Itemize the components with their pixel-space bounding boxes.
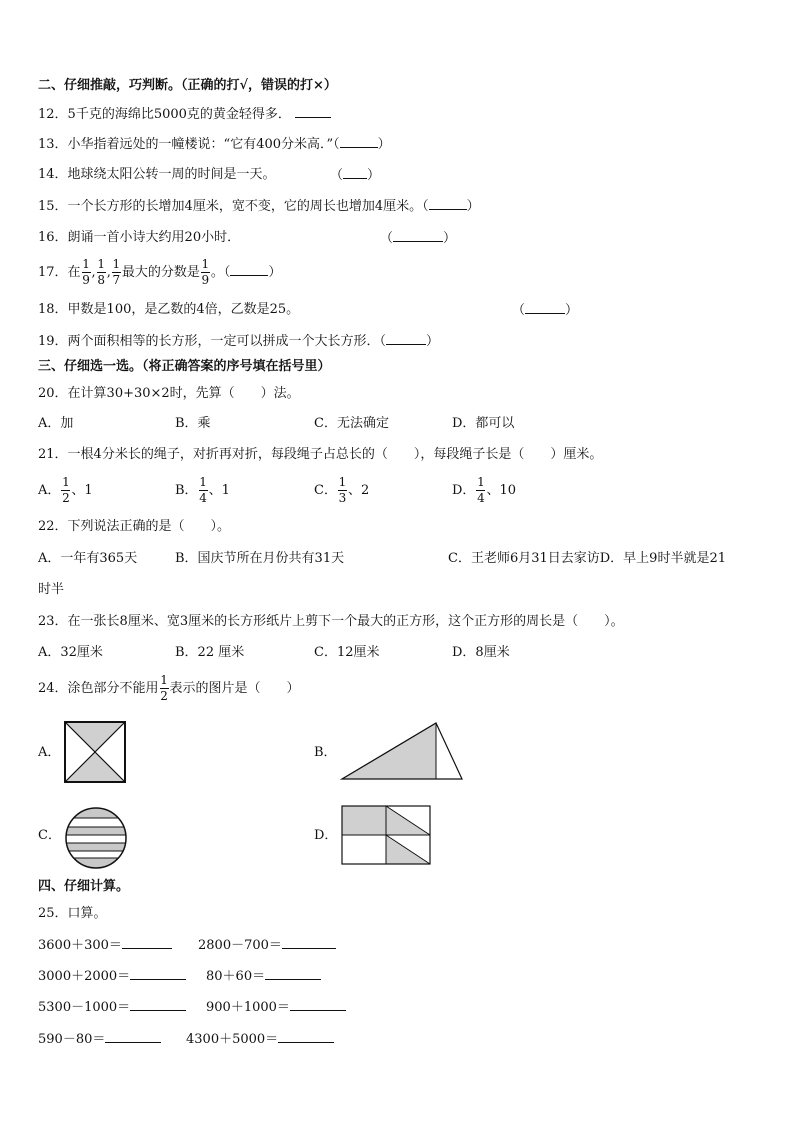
question-17-mid: 最大的分数是 [121,265,200,280]
option-tail: 、2 [347,483,370,498]
question-15-close: ） [466,199,480,214]
question-16-answer [380,229,456,248]
fraction-numerator: 1 [199,475,207,489]
q22-option-a[interactable]: A．一年有365天 [38,551,138,566]
calc-item [206,998,346,1017]
calc-expression: 2800－700＝ [198,938,282,953]
fraction-quarter [476,476,485,505]
question-16-text: 16．朗诵一首小诗大约用20小时． [38,230,241,245]
fraction-numerator: 1 [82,257,90,271]
calc-item [38,998,186,1017]
q23-option-d[interactable]: D．8厘米 [452,645,510,660]
question-13 [38,135,391,154]
fraction-one-ninth [82,258,91,287]
calc-item [186,1030,334,1049]
answer-blank-13[interactable] [340,135,378,148]
fraction-numerator: 1 [477,475,485,489]
q24-figure-c-circle[interactable] [64,806,128,870]
calc-expression: 590－80＝ [38,1032,106,1047]
fraction-half [61,476,70,505]
question-18-open: （ [512,303,526,318]
q22-option-d-continued: 时半 [38,582,65,597]
fraction-one-seventh [112,258,121,287]
calc-expression: 3000＋2000＝ [38,969,131,984]
fraction-denominator: 2 [160,689,168,703]
question-19-text: 19．两个面积相等的长方形，一定可以拼成一个大长方形．（ [38,334,387,349]
shaded-triangle-top [65,722,125,752]
separator: , [106,265,111,280]
fraction-numerator: 1 [201,257,210,271]
q21-option-c[interactable] [314,476,369,506]
q24-figure-d-rectangle[interactable] [341,805,431,865]
calc-item [38,1030,161,1049]
question-24-post: 表示的图片是（ ） [169,681,300,696]
fraction-numerator: 1 [338,475,347,489]
fraction-denominator: 4 [477,491,485,505]
calc-expression: 900＋1000＝ [206,1000,290,1015]
q23-option-c[interactable]: C．12厘米 [314,645,380,660]
fraction-third [338,476,347,505]
question-17-pre: 17．在 [38,265,81,280]
fraction-denominator: 7 [112,273,121,287]
calc-answer-blank[interactable] [105,1030,161,1043]
q21-option-b[interactable] [175,476,230,506]
question-18-text: 18．甲数是100，是乙数的4倍，乙数是25。 [38,302,300,317]
question-14 [38,166,276,184]
question-23: 23．在一张长8厘米、宽3厘米的长方形纸片上剪下一个最大的正方形，这个正方形的周长是（ ）。 [38,614,624,629]
question-24 [38,674,300,704]
shaded-band-middle [64,827,128,835]
fraction-denominator: 3 [338,491,347,505]
fraction-one-eighth [97,258,106,287]
calc-answer-blank[interactable] [130,967,186,980]
question-25: 25．口算。 [38,906,107,921]
fraction-denominator: 9 [201,273,210,287]
question-17 [38,258,281,288]
calc-item [38,967,186,986]
question-19 [38,332,439,351]
calc-expression: 4300＋5000＝ [186,1032,279,1047]
q24-figure-a-square[interactable] [64,721,126,783]
fraction-denominator: 4 [199,491,207,505]
question-14-answer [330,166,380,185]
q23-option-b[interactable]: B．22 厘米 [175,645,245,660]
fraction-denominator: 8 [97,273,105,287]
fraction-one-ninth-answer [201,258,210,287]
section-2-heading: 二、仔细推敲，巧判断。（正确的打√，错误的打×） [38,78,337,93]
q24-option-d-label[interactable]: D． [314,828,338,843]
question-13-text: 13．小华指着远处的一幢楼说：“它有400分米高．”（ [38,137,340,152]
option-label: C． [314,483,337,498]
question-16-close: ） [443,231,457,246]
q24-option-c-label[interactable]: C． [38,828,61,843]
question-22: 22．下列说法正确的是（ ）。 [38,519,231,534]
fraction-denominator: 9 [82,273,90,287]
option-tail: 、1 [71,483,93,498]
shaded-cell [342,806,386,835]
calc-answer-blank[interactable] [278,1030,334,1043]
question-15 [38,197,480,216]
option-label: A． [38,483,61,498]
q20-option-a[interactable]: A．加 [38,416,74,431]
section-3-heading: 三、仔细选一选。（将正确答案的序号填在括号里） [38,359,331,374]
question-20: 20．在计算30+30×2时，先算（ ）法。 [38,386,300,401]
fraction-numerator: 1 [112,257,121,271]
q24-figure-b-triangle[interactable] [340,721,464,781]
question-17-close: ） [268,265,282,280]
calc-item [206,967,321,986]
fraction-numerator: 1 [160,673,168,687]
calc-answer-blank[interactable] [265,967,321,980]
answer-blank-17[interactable] [230,263,268,276]
question-16 [38,229,240,247]
section-4-heading: 四、仔细计算。 [38,879,130,894]
calc-item [198,936,336,955]
answer-blank-12[interactable] [295,105,331,118]
question-18 [38,301,299,319]
fraction-numerator: 1 [62,475,70,489]
question-14-open: （ [330,168,344,183]
calc-expression: 5300－1000＝ [38,1000,131,1015]
fraction-denominator: 2 [62,491,70,505]
question-21: 21．一根4分米长的绳子，对折再对折，每段绳子占总长的（ ），每段绳子长是（ ）厘米。 [38,447,603,462]
calc-answer-blank[interactable] [130,998,186,1011]
answer-blank-19[interactable] [386,332,426,345]
option-label: D． [452,483,476,498]
question-18-close: ） [565,303,579,318]
option-tail: 、1 [208,483,230,498]
question-14-text: 14．地球绕太阳公转一周的时间是一天。 [38,167,276,182]
calc-expression: 80＋60＝ [206,969,266,984]
question-12-text: 12．5千克的海绵比5000克的黄金轻得多． [38,107,291,122]
question-13-close: ） [377,137,391,152]
calc-answer-blank[interactable] [122,936,172,949]
answer-blank-14[interactable] [343,166,367,179]
calc-expression: 3600＋300＝ [38,938,122,953]
fraction-numerator: 1 [97,257,105,271]
calc-answer-blank[interactable] [282,936,336,949]
option-label: B． [175,483,198,498]
q21-option-a[interactable] [38,476,93,506]
question-17-post: 。（ [210,265,231,280]
q24-option-a-label[interactable]: A． [38,745,61,760]
question-19-close: ） [426,334,440,349]
answer-blank-15[interactable] [429,197,467,210]
answer-blank-16[interactable] [393,229,443,242]
calc-item [38,936,172,955]
shaded-band-lower [64,843,128,851]
q20-option-d[interactable]: D．都可以 [452,416,515,431]
shaded-triangle-bottom [65,752,125,782]
q22-option-b[interactable]: B．国庆节所在月份共有31天 [175,551,345,566]
question-24-pre: 24．涂色部分不能用 [38,681,159,696]
q22-option-c-d[interactable]: C．王老师6月31日去家访D．早上9时半就是21 [448,551,726,566]
q23-option-a[interactable]: A．32厘米 [38,645,103,660]
separator: , [91,265,96,280]
fraction-half [160,674,169,703]
q21-option-d[interactable] [452,476,516,506]
option-tail: 、10 [486,483,516,498]
question-18-answer [512,301,578,320]
question-12 [38,105,331,124]
fraction-quarter [199,476,208,505]
question-16-open: （ [380,231,394,246]
q24-option-b-label[interactable]: B． [314,745,337,760]
calc-answer-blank[interactable] [290,998,346,1011]
q20-option-b[interactable]: B．乘 [175,416,211,431]
answer-blank-18[interactable] [525,301,565,314]
q20-option-c[interactable]: C．无法确定 [314,416,389,431]
question-14-close: ） [367,168,381,183]
question-15-text: 15．一个长方形的长增加4厘米，宽不变，它的周长也增加4厘米。（ [38,199,429,214]
